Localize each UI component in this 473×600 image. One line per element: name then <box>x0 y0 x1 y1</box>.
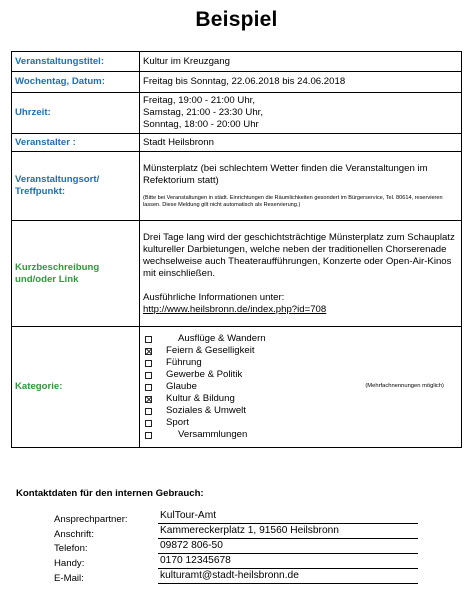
uhrzeit-line: Freitag, 19:00 - 21:00 Uhr, <box>143 95 255 106</box>
row-kategorie <box>12 327 462 448</box>
row-datum <box>12 72 462 93</box>
category-label: Ausflüge & Wandern <box>178 333 266 344</box>
checkbox-icon[interactable] <box>145 372 152 379</box>
category-item[interactable] <box>143 417 458 429</box>
value-uhrzeit[interactable] <box>140 93 462 134</box>
event-form-table <box>11 51 462 448</box>
contact-values <box>158 509 418 584</box>
category-label: Kultur & Bildung <box>166 393 235 404</box>
contact-email-field[interactable]: kulturamt@stadt-heilsbronn.de <box>158 569 418 584</box>
uhrzeit-line: Samstag, 21:00 - 23:30 Uhr, <box>143 107 263 118</box>
row-titel <box>12 52 462 72</box>
category-note: (Mehrfachnennungen möglich) <box>365 383 444 389</box>
category-list <box>143 333 458 441</box>
label-kategorie: Kategorie: <box>12 327 140 448</box>
contact-labels <box>54 513 154 586</box>
label-kurz-line1: Kurzbeschreibung <box>15 261 100 273</box>
checkbox-icon[interactable] <box>145 336 152 343</box>
checkbox-checked-icon[interactable] <box>145 396 152 403</box>
ort-note: (Bitte bei Veranstaltungen in städt. Einrichtungen die Räumlichkeiten gesondert im Bürgerservice, Tel. 80614, reservieren lassen. Diese Meldung gilt nicht automatisch als Reservierung.) <box>143 195 443 208</box>
contact-telefon-field[interactable]: 09872 806-50 <box>158 539 418 554</box>
category-label: Versammlungen <box>178 429 248 440</box>
category-item[interactable] <box>143 333 458 345</box>
category-item[interactable] <box>143 429 458 441</box>
contact-label: Ansprechpartner: <box>54 514 128 525</box>
contact-anschrift-field[interactable]: Kammereckerplatz 1, 91560 Heilsbronn <box>158 524 418 539</box>
label-kurz-line2: und/oder Link <box>15 273 79 285</box>
label-ort-line1: Veranstaltungsort/ <box>15 174 100 185</box>
checkbox-icon[interactable] <box>145 384 152 391</box>
category-label: Sport <box>166 417 189 428</box>
checkbox-icon[interactable] <box>145 360 152 367</box>
contact-label: Anschrift: <box>54 528 94 540</box>
checkbox-icon[interactable] <box>145 420 152 427</box>
checkbox-icon[interactable] <box>145 432 152 439</box>
category-item[interactable] <box>143 405 458 417</box>
label-ort-line2: Treffpunkt: <box>15 186 66 197</box>
checkbox-icon[interactable] <box>145 408 152 415</box>
category-label: Soziales & Umwelt <box>166 405 246 416</box>
value-kurzbeschreibung[interactable] <box>140 221 462 327</box>
contact-label: Handy: <box>54 558 85 570</box>
contact-label: Telefon: <box>54 543 88 555</box>
page-title: Beispiel <box>195 8 278 31</box>
value-veranstaltungstitel[interactable]: Kultur im Kreuzgang <box>140 52 462 72</box>
uhrzeit-line: Sonntag, 18:00 - 20:00 Uhr <box>143 119 259 130</box>
label-datum: Wochentag, Datum: <box>12 72 140 93</box>
label-ort <box>12 152 140 221</box>
value-ort[interactable] <box>140 152 462 221</box>
value-veranstalter[interactable]: Stadt Heilsbronn <box>140 134 462 152</box>
label-veranstalter: Veranstalter : <box>12 134 140 152</box>
category-label: Feiern & Geselligkeit <box>166 345 255 356</box>
checkbox-checked-icon[interactable] <box>145 348 152 355</box>
value-kategorie <box>140 327 462 448</box>
row-ort <box>12 152 462 221</box>
label-veranstaltungstitel: Veranstaltungstitel: <box>12 52 140 72</box>
category-label: Führung <box>166 357 202 368</box>
label-kurzbeschreibung <box>12 221 140 327</box>
category-item[interactable] <box>143 393 458 405</box>
ort-text: Münsterplatz (bei schlechtem Wetter finden die Veranstaltungen im Refektorium statt) <box>143 163 428 186</box>
row-kurzbeschreibung <box>12 221 462 327</box>
label-uhrzeit: Uhrzeit: <box>12 93 140 134</box>
category-item[interactable] <box>143 345 458 357</box>
category-label: Gewerbe & Politik <box>166 369 243 380</box>
category-label: Glaube <box>166 381 197 392</box>
kurz-info: Ausführliche Informationen unter: <box>143 291 285 303</box>
value-datum[interactable]: Freitag bis Sonntag, 22.06.2018 bis 24.06.2018 <box>140 72 462 93</box>
category-item[interactable] <box>143 357 458 369</box>
contact-heading: Kontaktdaten für den internen Gebrauch: <box>16 488 204 499</box>
contact-handy-field[interactable]: 0170 12345678 <box>158 554 418 569</box>
contact-ansprechpartner-field[interactable]: KulTour-Amt <box>158 509 418 524</box>
contact-label: E-Mail: <box>54 572 84 584</box>
kurz-text: Drei Tage lang wird der geschichtsträchtige Münsterplatz zum Schauplatz kultureller Darbietungen, welche neben der traditionellen Chorserenade wechselweise auch Theateraufführungen, Konzerte oder Open-Air-Kinos mit einschließen. <box>143 231 455 279</box>
row-uhrzeit <box>12 93 462 134</box>
kurz-link[interactable]: http://www.heilsbronn.de/index.php?id=708 <box>143 303 327 315</box>
row-veranstalter <box>12 134 462 152</box>
